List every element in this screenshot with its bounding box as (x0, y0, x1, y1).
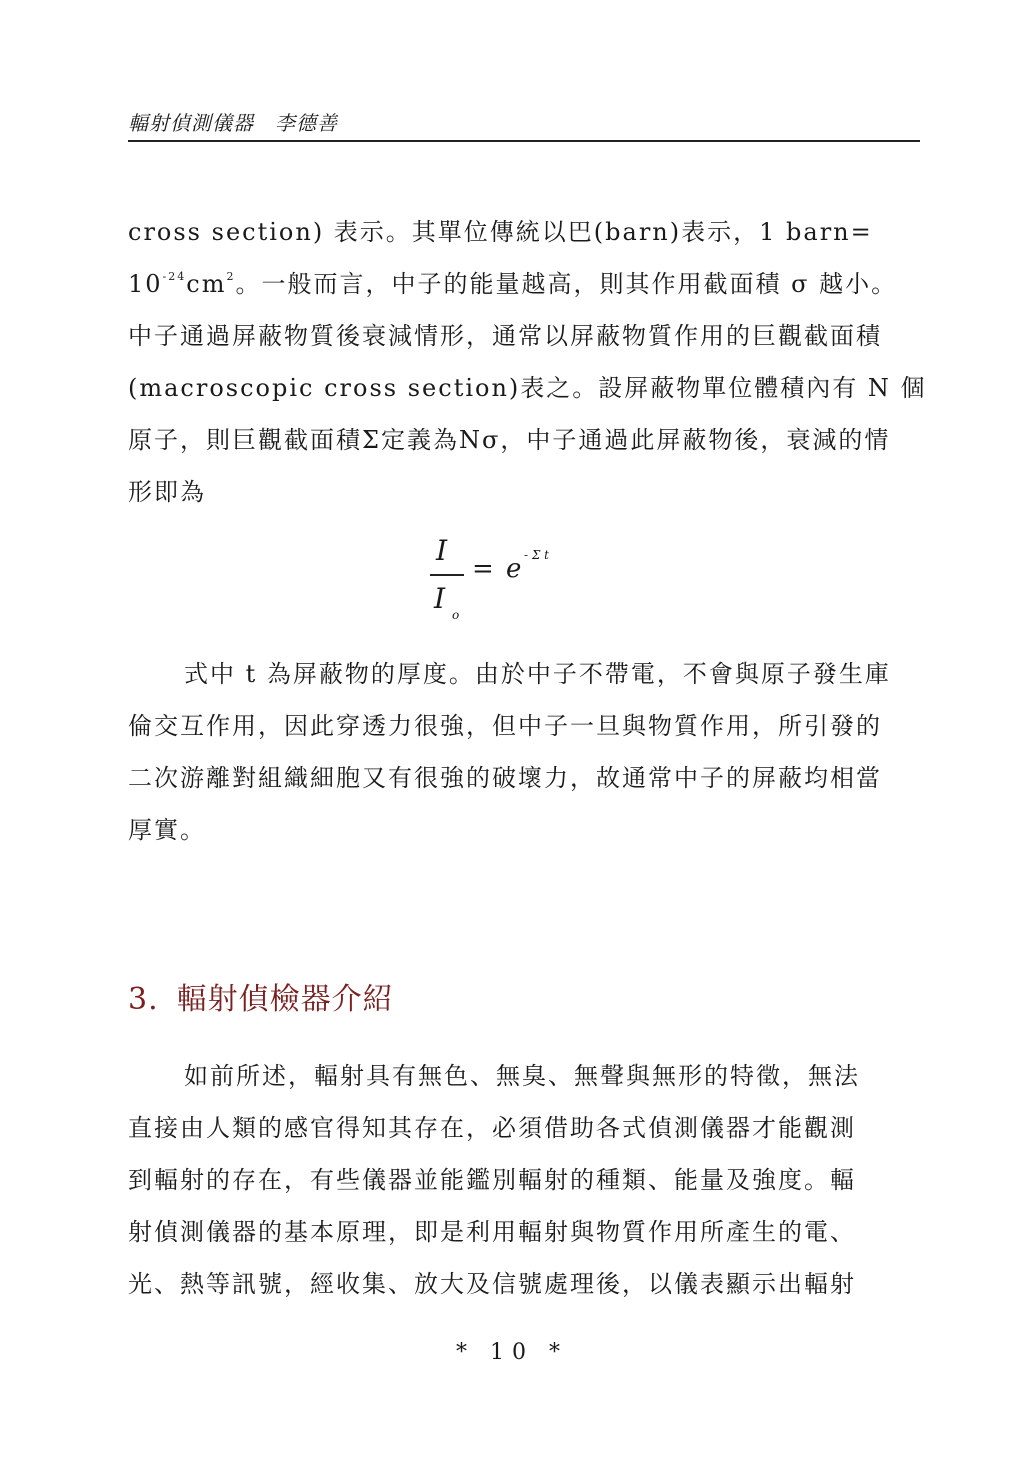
text-line: 二次游離對組織細胞又有很強的破壞力，故通常中子的屏蔽均相當 (128, 764, 882, 792)
barn-unit: cm (186, 270, 227, 298)
paragraph-detector-intro (128, 1050, 920, 1310)
section-number: 3. (128, 982, 159, 1017)
section-title-text: 輻射偵檢器介紹 (176, 982, 394, 1017)
paragraph-cross-section (128, 206, 927, 518)
paragraph-neutron-shielding (128, 648, 920, 856)
formula-rhs-base: e (506, 554, 522, 584)
barn-base: 10 (128, 270, 163, 298)
text-line: 式中 t 為屏蔽物的厚度。由於中子不帶電，不會與原子發生庫 (184, 660, 891, 688)
barn-exponent: -24 (162, 270, 187, 283)
text-line: 形即為 (128, 478, 206, 506)
text-line-barn-value (128, 258, 920, 310)
text-line: (macroscopic cross section)表之。設屏蔽物單位體積內有 N 個 (128, 374, 927, 402)
header-title: 輻射偵測儀器 李德善 (128, 111, 338, 135)
text-line: 直接由人類的感官得知其存在，必須借助各式偵測儀器才能觀測 (128, 1114, 856, 1142)
text-line: 中子通過屏蔽物質後衰減情形，通常以屏蔽物質作用的巨觀截面積 (128, 322, 882, 350)
formula-denominator-subscript: o (452, 608, 460, 622)
formula-denominator: I (434, 582, 446, 615)
text-line: 光、熱等訊號，經收集、放大及信號處理後，以儀表顯示出輻射 (128, 1270, 856, 1298)
barn-rest: 。一般而言，中子的能量越高，則其作用截面積 σ 越小。 (235, 270, 898, 298)
section-heading (128, 974, 394, 1018)
text-line: 厚實。 (128, 816, 206, 844)
attenuation-formula (420, 530, 620, 630)
text-line: 倫交互作用，因此穿透力很強，但中子一旦與物質作用，所引發的 (128, 712, 882, 740)
fraction-bar (430, 574, 464, 576)
formula-numerator: I (436, 534, 448, 567)
page-number: * 10 * (456, 1340, 568, 1365)
text-line: 原子，則巨觀截面積Σ定義為Nσ，中子通過此屏蔽物後，衰減的情 (128, 426, 891, 454)
formula-rhs-exponent: - Σ t (524, 548, 549, 562)
text-line: 到輻射的存在，有些儀器並能鑑別輻射的種類、能量及強度。輻 (128, 1166, 856, 1194)
unit-exponent: 2 (226, 270, 236, 283)
text-line: cross section) 表示。其單位傳統以巴(barn)表示，1 barn= (128, 218, 873, 246)
running-header (128, 112, 920, 142)
text-line: 如前所述，輻射具有無色、無臭、無聲與無形的特徵，無法 (184, 1062, 860, 1090)
formula-equals: = (472, 554, 494, 584)
text-line: 射偵測儀器的基本原理，即是利用輻射與物質作用所產生的電、 (128, 1218, 856, 1246)
